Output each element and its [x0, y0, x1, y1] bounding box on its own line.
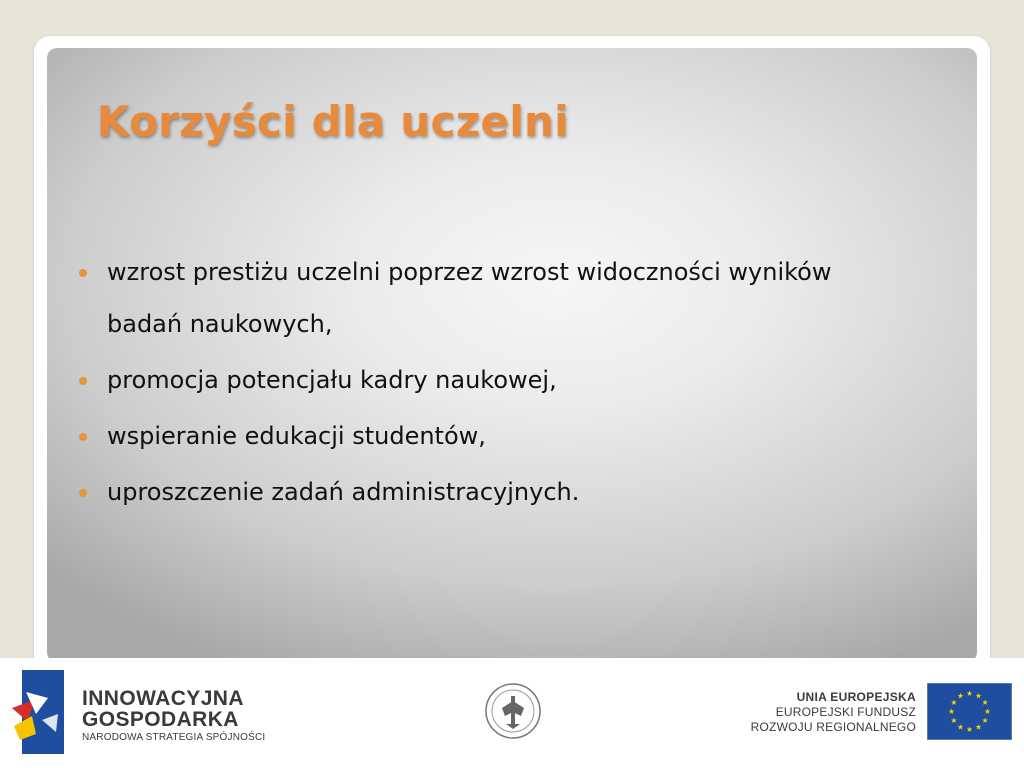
bullet-dot-icon: [79, 433, 87, 441]
bullet-dot-icon: [79, 489, 87, 497]
rozwoju-line: ROZWOJU REGIONALNEGO: [750, 720, 916, 734]
gospodarka-line: GOSPODARKA: [82, 708, 239, 731]
slide-title: Korzyści dla uczelni: [97, 97, 569, 146]
strategia-line: NARODOWA STRATEGIA SPÓJNOŚCI: [82, 732, 266, 743]
bullet-text: uproszczenie zadań administracyjnych.: [107, 478, 580, 506]
bullet-text: promocja potencjału kadry naukowej,: [107, 366, 557, 394]
bullet-item: [77, 354, 877, 406]
bullet-text: wzrost prestiżu uczelni poprzez wzrost widoczności wyników badań naukowych,: [107, 258, 832, 338]
bullet-list: [77, 246, 877, 522]
bullet-item: [77, 246, 877, 350]
innowacyjna-gospodarka-text: [82, 688, 265, 746]
bullet-dot-icon: [79, 269, 87, 277]
bullet-item: [77, 466, 877, 518]
eu-flag-icon: [927, 683, 1012, 740]
footer-logos: [0, 658, 1024, 768]
bullet-dot-icon: [79, 377, 87, 385]
unia-europejska-text: [751, 690, 916, 735]
university-seal-icon: [484, 682, 542, 740]
bullet-text: wspieranie edukacji studentów,: [107, 422, 486, 450]
innowacyjna-gospodarka-logo-icon: [12, 670, 64, 754]
innowacyjna-line: INNOWACYJNA: [82, 687, 244, 710]
bullet-item: [77, 410, 877, 462]
unia-europejska-line: UNIA EUROPEJSKA: [796, 690, 916, 704]
fundusz-line: EUROPEJSKI FUNDUSZ: [775, 705, 916, 719]
